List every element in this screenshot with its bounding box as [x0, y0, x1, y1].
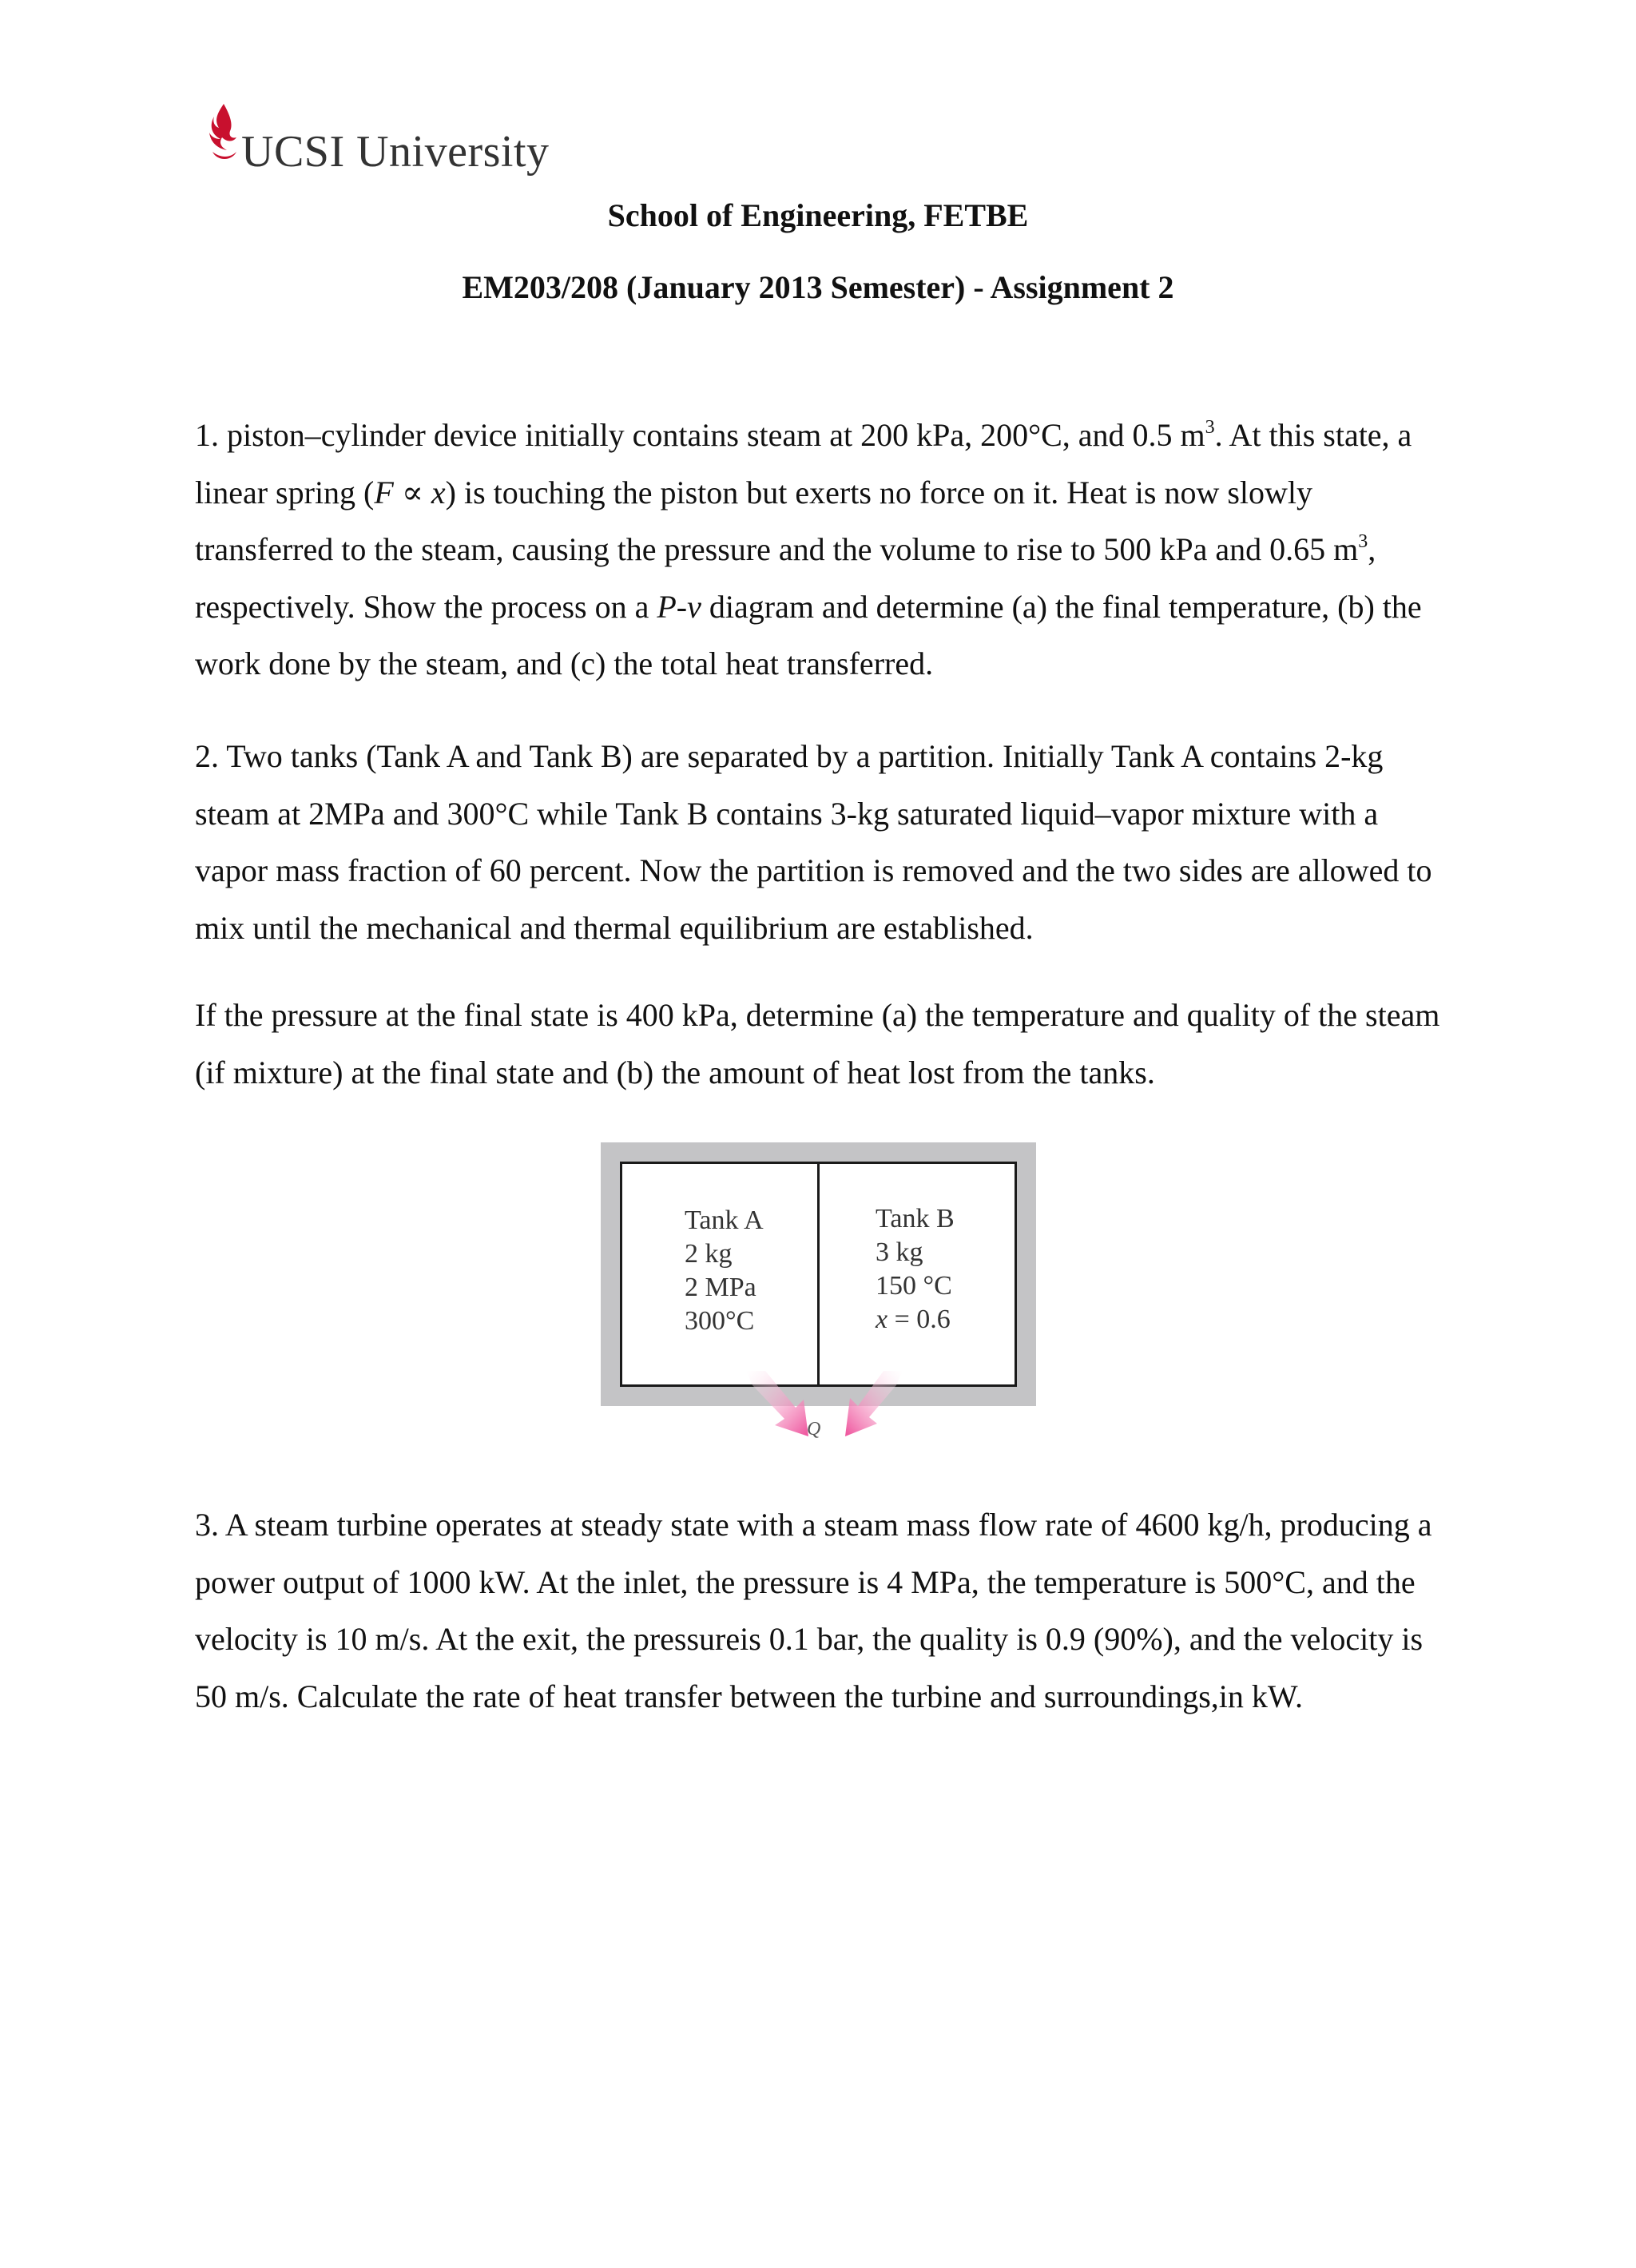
q1-proportional-symbol: ∝: [393, 474, 431, 510]
flame-logo-icon: [209, 102, 238, 166]
q1-text: , respectively. Show the process on a: [195, 531, 1376, 625]
school-title: School of Engineering, FETBE: [607, 197, 1029, 233]
q1-displacement-variable: x: [431, 474, 446, 510]
heat-loss-arrows-icon: [729, 1366, 920, 1454]
tank-b-name: Tank B: [876, 1204, 955, 1233]
q1-text: ) is touching the piston but exerts no force on it. Heat is now slowly transferred to the steam, causing the pressure and the volume to rise to 500 kPa and 0.65 m: [195, 474, 1359, 567]
tank-b-temperature: 150 °C: [876, 1271, 952, 1301]
tank-b-quality: [876, 1303, 955, 1337]
q1-force-variable: F: [374, 474, 394, 510]
tank-partition: [817, 1164, 820, 1384]
logo-text: UCSI University: [241, 127, 550, 177]
tank-a-mass: 2 kg: [685, 1239, 733, 1269]
q1-text: . At this state, a linear spring (: [195, 417, 1412, 510]
q1-superscript: 3: [1205, 417, 1215, 438]
tank-b-mass: 3 kg: [876, 1237, 923, 1267]
q1-superscript: 3: [1358, 531, 1368, 552]
q1-text: diagram and determine (a) the final temperature, (b) the work done by the steam, and (c) the total heat transferred.: [195, 588, 1422, 681]
heat-arrow-right: [845, 1371, 903, 1436]
q1-pv-label: P-v: [657, 588, 701, 625]
tank-a-temperature: 300°C: [685, 1306, 755, 1336]
question-3: 3. A steam turbine operates at steady state with a steam mass flow rate of 4600 kg/h, producing a power output of 1000 kW. At the inlet, the pressure is 4 MPa, the temperature is 500°C, and the velocity is 10 m/s. At the exit, the pressureis 0.1 bar, the quality is 0.9 (90%), and the velocity is 50 m/s. Calculate the rate of heat transfer between the turbine and surroundings,in kW.: [195, 1507, 1432, 1714]
tank-a-name: Tank A: [685, 1205, 764, 1235]
tank-b-label: [876, 1202, 955, 1337]
tank-a-pressure: 2 MPa: [685, 1273, 756, 1302]
heat-arrow-left: [746, 1371, 808, 1436]
quality-variable: x: [876, 1305, 888, 1334]
question-2-part-b: If the pressure at the final state is 400 kPa, determine (a) the temperature and quality of the steam (if mixture) at the final state and (b) the amount of heat lost from the tanks.: [195, 997, 1440, 1090]
tank-a-label: [685, 1204, 764, 1338]
question-1: [195, 407, 1457, 693]
tank-figure: [601, 1142, 1036, 1454]
heat-label: Q: [807, 1419, 821, 1440]
assignment-title: EM203/208 (January 2013 Semester) - Assignment 2: [462, 269, 1174, 305]
quality-value: = 0.6: [887, 1305, 951, 1334]
tank-container: [620, 1162, 1017, 1387]
q1-text: 1. piston–cylinder device initially contains steam at 200 kPa, 200°C, and 0.5 m: [195, 417, 1205, 453]
question-2: 2. Two tanks (Tank A and Tank B) are separated by a partition. Initially Tank A contains 2-kg steam at 2MPa and 300°C while Tank B contains 3-kg saturated liquid–vapor mixture with a vapor mass fraction of 60 percent. Now the partition is removed and the two sides are allowed to mix until the mechanical and thermal equilibrium are established.: [195, 738, 1432, 946]
